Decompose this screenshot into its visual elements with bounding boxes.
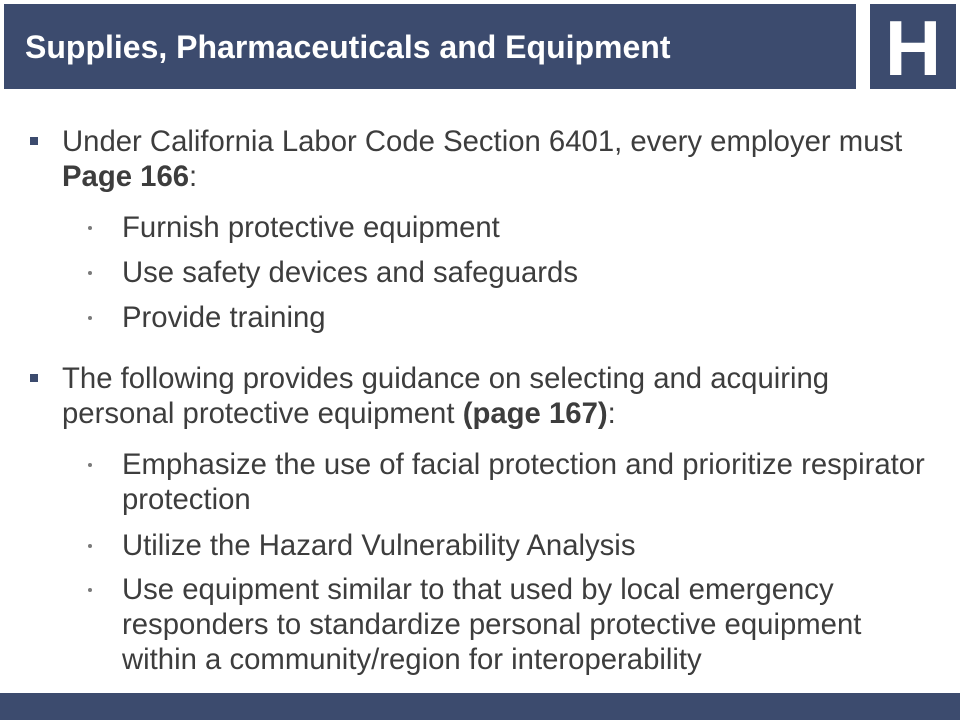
- page-reference-suffix: :: [607, 397, 616, 430]
- bullet-text-line: [62, 396, 942, 431]
- bullet-text-line: Under California Labor Code Section 6401, every employer must: [62, 125, 903, 158]
- sub-bullet-text: Use equipment similar to that used by local emergency: [122, 573, 834, 606]
- badge-letter: H: [884, 3, 942, 92]
- sub-bullet-item: [122, 447, 942, 517]
- dot-bullet-icon: [88, 226, 92, 230]
- page-reference: Page 166: [62, 160, 190, 193]
- dot-bullet-icon: [88, 463, 92, 467]
- sub-bullet-text: Furnish protective equipment: [122, 211, 500, 244]
- dot-bullet-icon: [88, 271, 92, 275]
- square-bullet-icon: [30, 137, 38, 145]
- page-reference-suffix: :: [189, 160, 198, 193]
- bullet-text-line: The following provides guidance on selecting and acquiring: [62, 362, 830, 395]
- slide-title: Supplies, Pharmaceuticals and Equipment: [25, 28, 671, 65]
- bullet-ppe-guidance: [62, 361, 942, 431]
- page-reference: (page 167): [462, 397, 608, 430]
- square-bullet-icon: [30, 374, 38, 382]
- sub-bullet-item: [122, 300, 942, 335]
- dot-bullet-icon: [88, 544, 92, 548]
- sub-bullet-text: responders to standardize personal protective equipment: [122, 608, 862, 641]
- sub-bullet-item: [122, 572, 942, 677]
- sub-bullet-item: [122, 528, 942, 563]
- footer-bar: [0, 693, 960, 720]
- sub-bullet-text: Emphasize the use of facial protection and prioritize respirator: [122, 448, 925, 481]
- sub-bullet-text: Use safety devices and safeguards: [122, 256, 578, 289]
- hospital-badge: [870, 3, 956, 92]
- bullet-labor-code: [62, 124, 942, 194]
- dot-bullet-icon: [88, 588, 92, 592]
- sub-bullet-item: [122, 255, 942, 290]
- bullet-text-line: [62, 159, 942, 194]
- sub-bullet-text: within a community/region for interoperability: [122, 643, 702, 676]
- sub-bullet-text: protection: [122, 483, 251, 516]
- sub-bullet-text: Utilize the Hazard Vulnerability Analysis: [122, 529, 636, 562]
- header-bar: [4, 4, 856, 89]
- dot-bullet-icon: [88, 316, 92, 320]
- sub-bullet-text: Provide training: [122, 301, 326, 334]
- sub-bullet-item: [122, 210, 942, 245]
- bullet-text-fragment: personal protective equipment: [62, 397, 455, 430]
